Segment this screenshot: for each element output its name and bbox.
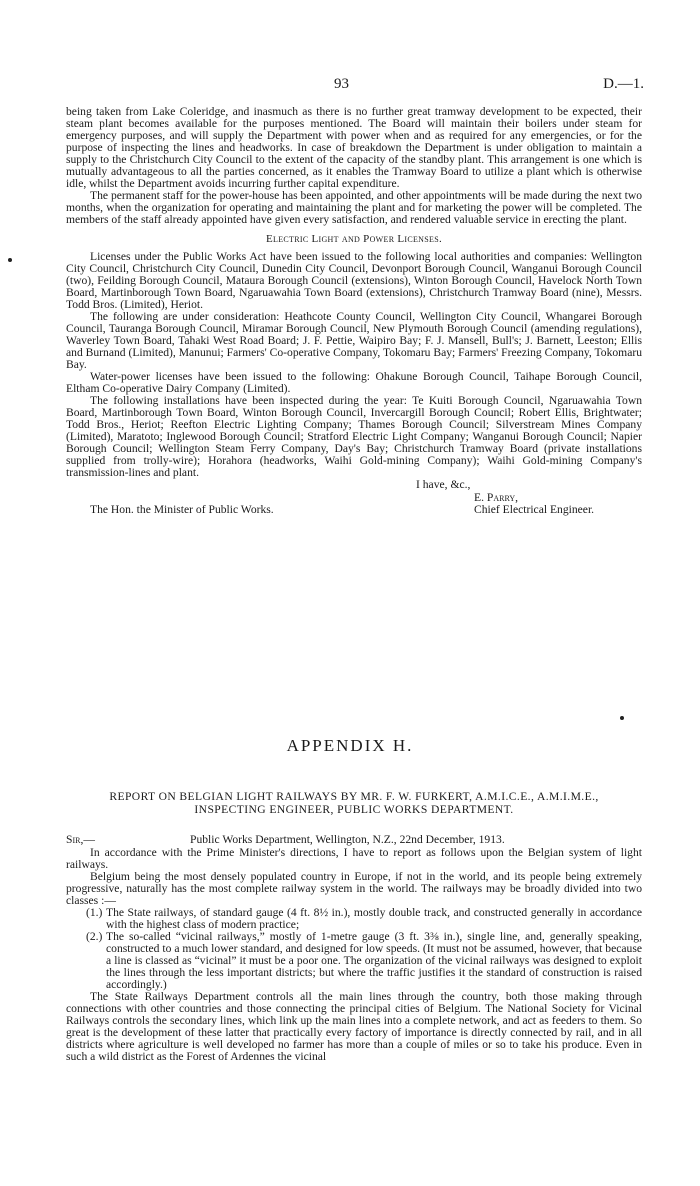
upper-text-block [66,106,642,517]
appendix-paragraph: Belgium being the most densely populated country in Europe, if not in the world, and its people being extremely progressive, naturally has the most complete railway system in the world. The railways may be broadly divided into two classes :— [66,869,642,907]
appendix-paragraph: The State Railways Department controls all the main lines through the country, both those making through connections with other countries and those connecting the principal cities of Belgium. The National Society for Vicinal Railways controls the secondary lines, which link up the main lines into a complete network, and act as feeders to them. So great is the development of these latter that practically every factory of importance is directly connected by rail, and in all districts where agriculture is well developed no farmer has more than a couple of miles or so to take his produce. Even in such a wild district as the Forest of Ardennes the vicinal [66,990,642,1064]
appendix-text-block [66,834,642,1063]
page-header [0,76,700,96]
margin-mark [8,258,12,262]
list-item [66,907,642,931]
licenses-paragraph: Licenses under the Public Works Act have been issued to the following local authorities and companies: Wellington City Council, Christchurch City Council, Dunedin City Council, Devonport Borough Council, Wanganui Borough Council (two), Feilding Borough Council, Mataura Borough Council (extensions), Winton Borough Council, Havelock North Town Board, Martinborough Town Board, Ngaruawahia Town Board (extensions), Christchurch Tramway Board (nine), Messrs. Todd Bros. (Limited), Heriot. [66,249,642,311]
list-item [66,931,642,991]
report-title-line: REPORT ON BELGIAN LIGHT RAILWAYS BY MR. F. W. FURKERT, A.M.I.C.E., A.M.I.M.E., [109,790,599,803]
report-title [66,790,642,816]
intro-paragraph: The permanent staff for the power-house has been appointed, and other appointments will be made during the next two months, when the organization for operating and maintaining the plant and for marketing the power will be completed. The members of the staff already appointed have given every satisfaction, and rendered valuable service in erecting the plant. [66,189,642,227]
document-reference: D.—1. [603,76,644,92]
addressee-row [66,504,642,517]
intro-paragraph: being taken from Lake Coleridge, and inasmuch as there is no further great tramway development to be expected, their steam plant becomes available for the purposes mentioned. The Board will maintain their boilers under steam for emergency purposes, and will supply the Department with power when and as required for any emergencies, or for the purpose of inspecting the lines and headworks. In case of breakdown the Department is under obligation to maintain a supply to the Christchurch City Council to the extent of the capacity of the standby plant. This arrangement is one which is mutually advantageous to all the parties concerned, as it enables the Tramway Board to utilize a plant which is otherwise idle, whilst the Department avoids incurring further capital expenditure. [66,105,642,191]
salutation-row [66,834,642,847]
licenses-paragraph: The following installations have been inspected during the year: Te Kuiti Borough Council, Ngaruawahia Town Board, Martinborough Town Board, Winton Borough Council, Invercargill Borough Council; Robert Ellis, Brightwater; Todd Bros., Heriot; Reefton Electric Lighting Company; Thames Borough Council; Silverstream Mines Company (Limited), Maratoto; Inglewood Borough Council; Stratford Electric Light Company; Wanganui Borough Council; Napier Borough Council; Wellington Steam Ferry Company, Day's Bay; Christchurch Tramway Board (private installations supplied from trolly-wire); Horahora (headworks, Waihi Gold-mining Company); Waihi Gold-mining Company's transmission-lines and plant. [66,394,642,480]
list-text: The State railways, of standard gauge (4 ft. 8½ in.), mostly double track, and constructed generally in accordance with the highest class of modern practice; [106,905,642,931]
appendix-paragraph: In accordance with the Prime Minister's directions, I have to report as follows upon the Belgian system of light railways. [66,845,642,871]
signatory-name: E. Parry, [474,490,519,504]
section-heading: Electric Light and Power Licenses. [266,233,442,246]
salutation: Sir,— [66,833,95,846]
margin-mark [620,716,624,720]
report-title-line: INSPECTING ENGINEER, PUBLIC WORKS DEPARTMENT. [194,803,514,816]
licenses-paragraph: The following are under consideration: Heathcote County Council, Wellington City Council, Whangarei Borough Council, Tauranga Borough Council, Miramar Borough Council, New Plymouth Borough Council (amending regulations), Waverley Town Board, Tahaki West Road Board; J. F. Pettie, Waipiro Bay; F. J. Mansell, Bull's; J. Barnett, Leeston; Ellis and Burnand (Limited), Manunui; Farmers' Co-operative Company, Tokomaru Bay; Farmers' Freezing Company, Tokomaru Bay. [66,309,643,371]
signatory-title: Chief Electrical Engineer. [474,503,595,517]
list-number: (1.) [86,905,103,919]
dateline: Public Works Department, Wellington, N.Z., 22nd December, 1913. [190,833,505,846]
licenses-paragraph: Water-power licenses have been issued to the following: Ohakune Borough Council, Taihape Borough Council, Eltham Co-operative Dairy Company (Limited). [66,369,642,396]
page-number: 93 [334,76,349,92]
closing-row [66,479,642,492]
closing-text: I have, &c., [416,478,471,492]
list-number: (2.) [86,929,103,943]
addressee: The Hon. the Minister of Public Works. [90,503,274,517]
appendix-title: APPENDIX H. [286,736,414,755]
list-text: The so-called “vicinal railways,” mostly of 1-metre gauge (3 ft. 3⅜ in.), single line, and, generally speaking, constructed to a much lower standard, and designed for low speeds. (It must not be assumed, however, that because a line is classed as “vicinal” it must be a poor one. The organization of the vicinal railways was designed to exploit the lines through the less important districts; but where the traffic justifies it the standard of construction is raised accordingly.) [106,929,642,992]
